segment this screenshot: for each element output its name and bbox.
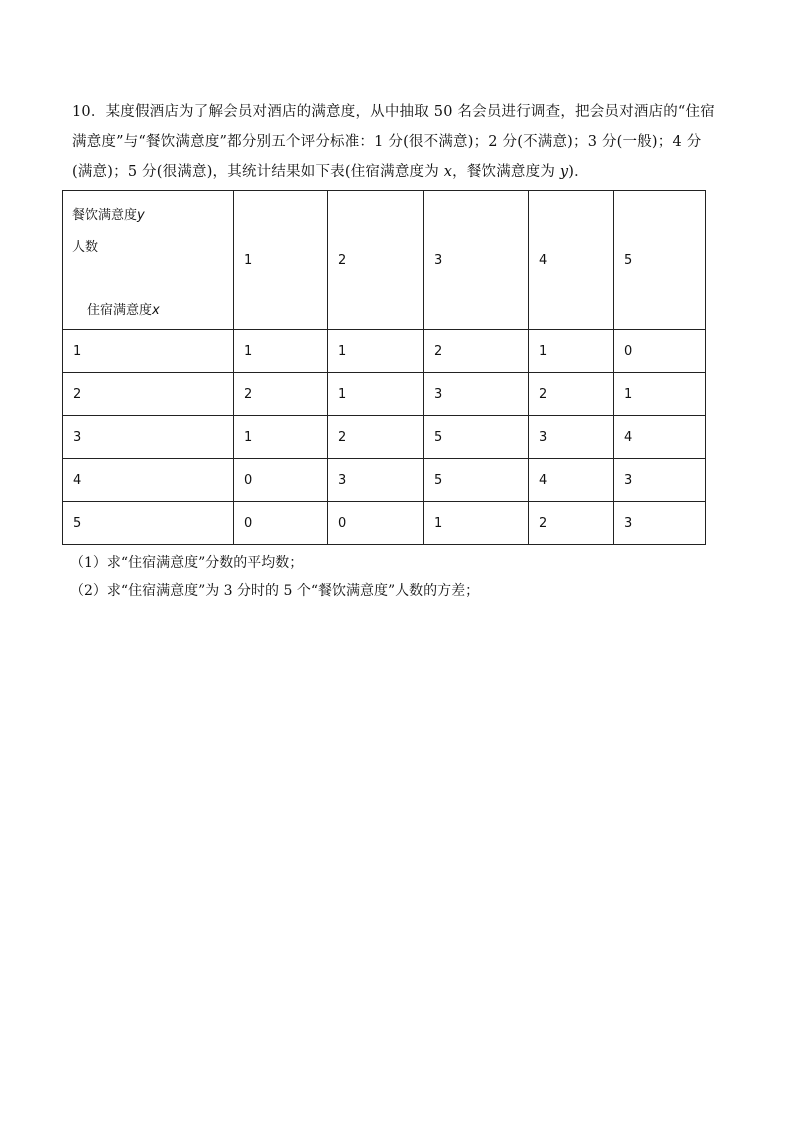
question-2: （2）求“住宿满意度”为 3 分时的 5 个“餐饮满意度”人数的方差； bbox=[70, 583, 480, 599]
table-row bbox=[63, 416, 706, 459]
header-col-4: 4 bbox=[529, 191, 614, 330]
problem-text-part3: )． bbox=[568, 164, 589, 180]
table-row bbox=[63, 459, 706, 502]
table-cell: 1 bbox=[328, 373, 424, 416]
problem-text bbox=[72, 97, 717, 187]
problem-number: 10． bbox=[72, 104, 106, 120]
table-cell: 0 bbox=[614, 330, 706, 373]
table-cell: 2 bbox=[328, 416, 424, 459]
table-cell: 3 bbox=[424, 373, 529, 416]
problem-statement bbox=[72, 97, 717, 187]
table-cell: 3 bbox=[614, 459, 706, 502]
table-cell: 4 bbox=[529, 459, 614, 502]
table-cell: 0 bbox=[234, 502, 328, 545]
table-cell: 4 bbox=[614, 416, 706, 459]
satisfaction-table bbox=[62, 190, 706, 545]
header-col-1: 1 bbox=[234, 191, 328, 330]
row-x-value: 5 bbox=[63, 502, 234, 545]
table-cell: 5 bbox=[424, 416, 529, 459]
table-cell: 2 bbox=[424, 330, 529, 373]
table-cell: 2 bbox=[234, 373, 328, 416]
table-cell: 0 bbox=[234, 459, 328, 502]
table-cell: 3 bbox=[614, 502, 706, 545]
problem-text-part1: 某度假酒店为了解会员对酒店的满意度，从中抽取 50 名会员进行调查，把会员对酒店的“住宿满意度”与“餐饮满意度”都分别五个评分标准：1 分(很不满意)；2 分(不满意)；3 分(一般)；4 分(满意)；5 分(很满意)，其统计结果如下表(住宿满意度为 bbox=[72, 104, 715, 180]
table-cell: 1 bbox=[234, 416, 328, 459]
header-col-5: 5 bbox=[614, 191, 706, 330]
table-row bbox=[63, 502, 706, 545]
problem-text-part2: ，餐饮满意度为 bbox=[452, 164, 560, 180]
corner-y-label: 餐饮满意度y bbox=[72, 208, 145, 223]
table-cell: 3 bbox=[328, 459, 424, 502]
row-x-value: 4 bbox=[63, 459, 234, 502]
row-x-value: 1 bbox=[63, 330, 234, 373]
table-row bbox=[63, 373, 706, 416]
variable-y: y bbox=[559, 164, 569, 180]
table-cell: 1 bbox=[529, 330, 614, 373]
table-cell: 3 bbox=[529, 416, 614, 459]
table-cell: 1 bbox=[234, 330, 328, 373]
table-cell: 0 bbox=[328, 502, 424, 545]
row-x-value: 3 bbox=[63, 416, 234, 459]
table-header-row bbox=[63, 191, 706, 330]
corner-x-label: 住宿满意度x bbox=[87, 303, 160, 318]
header-col-2: 2 bbox=[328, 191, 424, 330]
table-cell: 2 bbox=[529, 373, 614, 416]
table-cell: 5 bbox=[424, 459, 529, 502]
table-row bbox=[63, 330, 706, 373]
table-cell: 1 bbox=[328, 330, 424, 373]
question-1: （1）求“住宿满意度”分数的平均数； bbox=[70, 555, 304, 571]
variable-x: x bbox=[443, 164, 453, 180]
row-x-value: 2 bbox=[63, 373, 234, 416]
table-cell: 1 bbox=[424, 502, 529, 545]
table-cell: 1 bbox=[614, 373, 706, 416]
table-corner-cell bbox=[63, 191, 234, 330]
corner-count-label: 人数 bbox=[72, 240, 99, 255]
header-col-3: 3 bbox=[424, 191, 529, 330]
question-list bbox=[70, 549, 479, 605]
table-cell: 2 bbox=[529, 502, 614, 545]
